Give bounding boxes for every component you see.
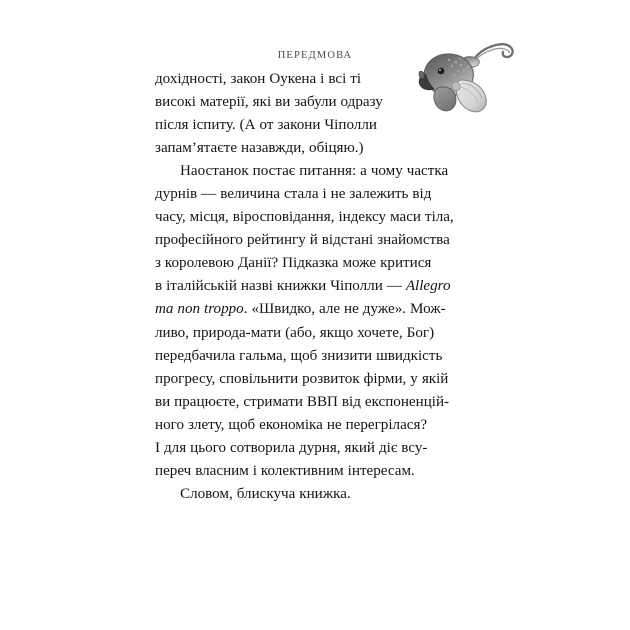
running-head: ПЕРЕДМОВА: [277, 50, 353, 61]
paragraph-1: [155, 68, 477, 160]
text-line-lead: в італійській назві книжки Чіполли —: [155, 278, 406, 295]
text-line: [155, 298, 477, 321]
text-line: [155, 275, 477, 298]
text-line: передбачила гальма, щоб знизити швидкість: [155, 347, 443, 364]
text-line: ливо, природа-мати (або, якщо хочете, Бог): [155, 324, 435, 341]
text-line: переч власним і колективним інтересам.: [155, 462, 415, 479]
text-line: високі матерії, які ви забули одразу: [155, 94, 383, 111]
body-text: [155, 68, 477, 506]
text-line: Словом, блискуча книжка.: [180, 485, 351, 502]
paragraph-2: [155, 160, 477, 483]
text-line: Наостанок постає питання: а чому частка: [180, 163, 449, 180]
text-line: часу, місця, віросповідання, індексу маси тіла,: [155, 209, 454, 226]
text-line: ного злету, щоб економіка не перегрілася?: [155, 416, 428, 433]
text-line: І для цього сотворила дурня, який діє всу-: [155, 439, 428, 456]
text-line: з королевою Данії? Підказка може критися: [155, 255, 432, 272]
text-line-tail: . «Швидко, але не дуже». Мож-: [243, 301, 446, 318]
text-line: дурнів — величина стала і не залежить від: [155, 186, 432, 203]
text-line: після іспиту. (А от закони Чіполли: [155, 117, 377, 134]
text-line: ви працюєте, стримати ВВП від експоненцій-: [155, 393, 450, 410]
italic-title-allegro: Allegro: [405, 278, 451, 295]
text-line: професійного рейтингу й відстані знайомства: [155, 232, 450, 249]
text-line: запам’ятаєте назавжди, обіцяю.): [155, 140, 364, 157]
paragraph-3: [155, 483, 477, 506]
text-line: дохідності, закон Оукена і всі ті: [155, 71, 362, 87]
text-line: прогресу, сповільнити розвиток фірми, у якій: [155, 370, 449, 387]
italic-title-ma-non-troppo: ma non troppo: [155, 301, 244, 318]
